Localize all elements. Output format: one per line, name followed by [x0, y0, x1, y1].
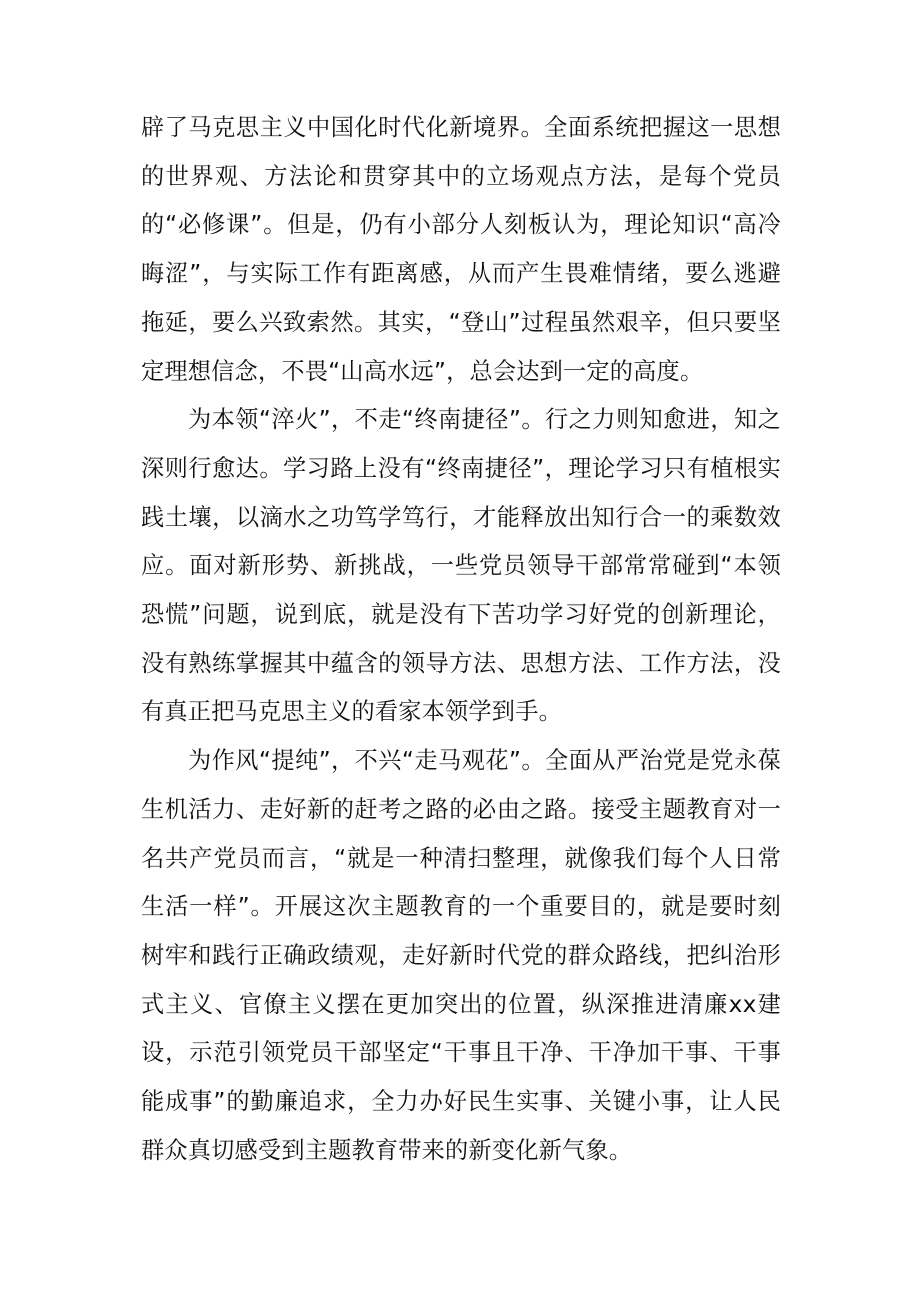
- document-body: [141, 104, 781, 1175]
- paragraph-3: 为作风“提纯”，不兴“走马观花”。全面从严治党是党永葆生机活力、走好新的赶考之路的必由之路。接受主题教育对一名共产党员而言，“就是一种清扫整理，就像我们每个人日常生活一样”。开展这次主题教育的一个重要目的，就是要时刻树牢和践行正确政绩观，走好新时代党的群众路线，把纠治形式主义、官僚主义摆在更加突出的位置，纵深推进清廉xx建设，示范引领党员干部坚定“干事且干净、干净加干事、干事能成事”的勤廉追求，全力办好民生实事、关键小事，让人民群众真切感受到主题教育带来的新变化新气象。: [141, 747, 781, 1164]
- paragraph-2: 为本领“淬火”，不走“终南捷径”。行之力则知愈进，知之深则行愈达。学习路上没有“终南捷径”，理论学习只有植根实践土壤，以滴水之功笃学笃行，才能释放出知行合一的乘数效应。面对新形势、新挑战，一些党员领导干部常常碰到“本领恐慌”问题，说到底，就是没有下苦功学习好党的创新理论，没有熟练掌握其中蕴含的领导方法、思想方法、工作方法，没有真正把马克思主义的看家本领学到手。: [141, 406, 781, 726]
- paragraph-1: 辟了马克思主义中国化时代化新境界。全面系统把握这一思想的世界观、方法论和贯穿其中的立场观点方法，是每个党员的“必修课”。但是，仍有小部分人刻板认为，理论知识“高冷晦涩”，与实际工作有距离感，从而产生畏难情绪，要么逃避拖延，要么兴致索然。其实，“登山”过程虽然艰辛，但只要坚定理想信念，不畏“山高水远”，总会达到一定的高度。: [141, 114, 781, 385]
